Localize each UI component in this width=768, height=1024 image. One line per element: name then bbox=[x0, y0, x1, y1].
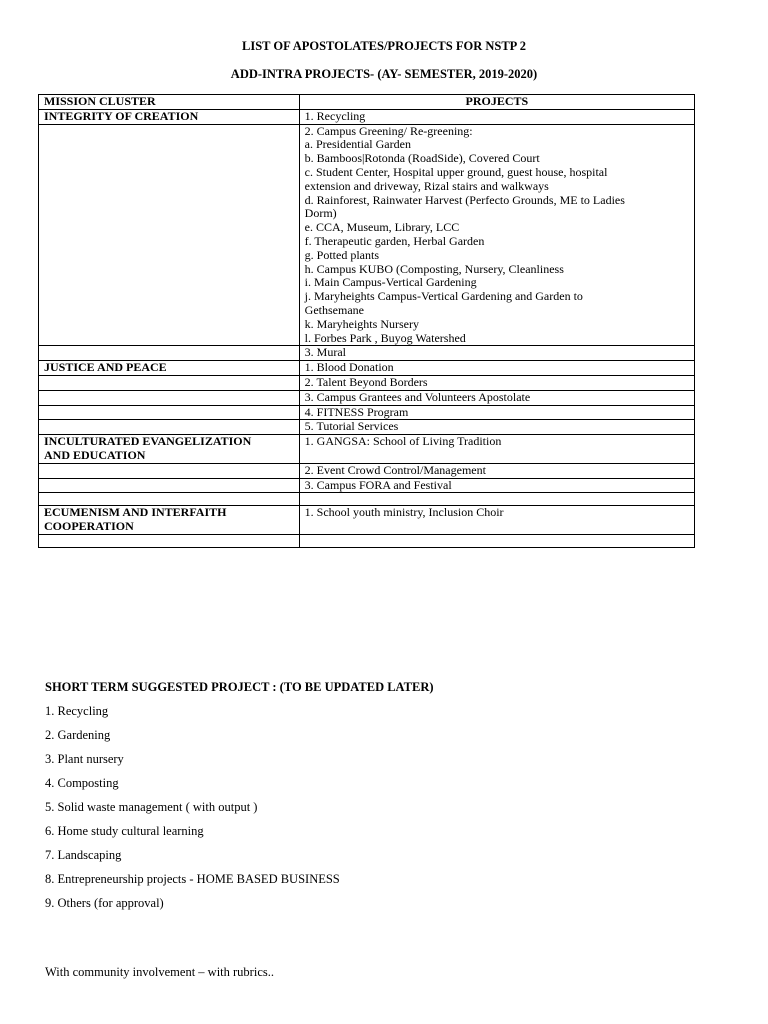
table-row bbox=[39, 534, 695, 547]
projects-cell bbox=[299, 534, 694, 547]
table-row bbox=[39, 420, 695, 435]
short-term-item: 1. Recycling bbox=[45, 704, 109, 718]
project-item: h. Campus KUBO (Composting, Nursery, Cleanliness bbox=[304, 261, 564, 276]
projects-cell bbox=[299, 493, 694, 506]
header-mission-cluster: MISSION CLUSTER bbox=[39, 95, 300, 110]
mission-cluster-cell bbox=[39, 534, 300, 547]
projects-cell bbox=[299, 124, 694, 346]
project-item: 3. Mural bbox=[304, 345, 346, 360]
project-item: Dorm) bbox=[304, 206, 337, 221]
mission-cluster-cell bbox=[39, 405, 300, 420]
project-item: 1. Blood Donation bbox=[304, 360, 394, 375]
projects-table-body bbox=[39, 95, 695, 548]
project-item: 2. Event Crowd Control/Management bbox=[304, 462, 486, 477]
projects-cell bbox=[299, 405, 694, 420]
projects-cell bbox=[299, 346, 694, 361]
mission-cluster-text: ECUMENISM AND INTERFAITH bbox=[44, 505, 227, 520]
projects-cell bbox=[299, 420, 694, 435]
table-row bbox=[39, 361, 695, 376]
table-row bbox=[39, 390, 695, 405]
table-header-row bbox=[39, 95, 695, 110]
short-term-item: 2. Gardening bbox=[45, 728, 111, 742]
table-row bbox=[39, 405, 695, 420]
project-item: 1. Recycling bbox=[304, 108, 366, 123]
project-item: c. Student Center, Hospital upper ground, guest house, hospital bbox=[304, 164, 608, 179]
project-item: f. Therapeutic garden, Herbal Garden bbox=[304, 233, 485, 248]
projects-table bbox=[38, 94, 695, 548]
projects-cell bbox=[299, 390, 694, 405]
table-row bbox=[39, 435, 695, 464]
table-row bbox=[39, 493, 695, 506]
projects-cell bbox=[299, 375, 694, 390]
mission-cluster-cell bbox=[39, 375, 300, 390]
document-subtitle: ADD-INTRA PROJECTS- (AY- SEMESTER, 2019-2020) bbox=[230, 67, 538, 81]
short-term-item: 5. Solid waste management ( with output ) bbox=[45, 800, 258, 814]
short-term-item: 9. Others (for approval) bbox=[45, 896, 164, 910]
document-title: LIST OF APOSTOLATES/PROJECTS FOR NSTP 2 bbox=[242, 39, 526, 53]
short-term-title: SHORT TERM SUGGESTED PROJECT : (TO BE UPDATED LATER) bbox=[45, 680, 434, 694]
projects-cell bbox=[299, 463, 694, 478]
project-item: j. Maryheights Campus-Vertical Gardening and Garden to bbox=[304, 289, 583, 304]
header-projects: PROJECTS bbox=[299, 95, 694, 110]
short-term-item: 7. Landscaping bbox=[45, 848, 122, 862]
short-term-item: 4. Composting bbox=[45, 776, 119, 790]
mission-cluster-cell bbox=[39, 478, 300, 493]
short-term-item: 3. Plant nursery bbox=[45, 752, 124, 766]
mission-cluster-cell bbox=[39, 390, 300, 405]
mission-cluster-cell bbox=[39, 506, 300, 535]
project-item: a. Presidential Garden bbox=[304, 137, 411, 152]
mission-cluster-cell bbox=[39, 463, 300, 478]
projects-cell bbox=[299, 109, 694, 124]
mission-cluster-text: INCULTURATED EVANGELIZATION bbox=[44, 434, 252, 449]
mission-cluster-cell bbox=[39, 435, 300, 464]
mission-cluster-text: INTEGRITY OF CREATION bbox=[44, 108, 199, 123]
project-item: g. Potted plants bbox=[304, 247, 379, 262]
mission-cluster-cell bbox=[39, 124, 300, 346]
table-row bbox=[39, 506, 695, 535]
table-row bbox=[39, 375, 695, 390]
project-item: b. Bamboos|Rotonda (RoadSide), Covered Court bbox=[304, 151, 540, 166]
project-item: 1. School youth ministry, Inclusion Choir bbox=[304, 505, 504, 520]
project-item: 1. GANGSA: School of Living Tradition bbox=[304, 434, 502, 449]
project-item: 3. Campus Grantees and Volunteers Apostolate bbox=[304, 389, 531, 404]
projects-cell bbox=[299, 506, 694, 535]
project-item: l. Forbes Park , Buyog Watershed bbox=[304, 330, 466, 345]
short-term-item: 8. Entrepreneurship projects - HOME BASED BUSINESS bbox=[45, 872, 340, 886]
project-item: 2. Talent Beyond Borders bbox=[304, 374, 428, 389]
mission-cluster-text: COOPERATION bbox=[44, 519, 134, 534]
table-row bbox=[39, 124, 695, 346]
table-row bbox=[39, 478, 695, 493]
project-item: 4. FITNESS Program bbox=[304, 404, 409, 419]
project-item: 2. Campus Greening/ Re-greening: bbox=[304, 123, 473, 138]
table-row bbox=[39, 346, 695, 361]
projects-cell bbox=[299, 478, 694, 493]
mission-cluster-cell bbox=[39, 109, 300, 124]
mission-cluster-cell bbox=[39, 493, 300, 506]
projects-cell bbox=[299, 435, 694, 464]
table-row bbox=[39, 463, 695, 478]
table-row bbox=[39, 109, 695, 124]
mission-cluster-cell bbox=[39, 346, 300, 361]
short-term-list bbox=[45, 704, 340, 920]
project-item: i. Main Campus-Vertical Gardening bbox=[304, 275, 477, 290]
projects-cell bbox=[299, 361, 694, 376]
project-item: 3. Campus FORA and Festival bbox=[304, 477, 452, 492]
project-item: d. Rainforest, Rainwater Harvest (Perfecto Grounds, ME to Ladies bbox=[304, 192, 625, 207]
mission-cluster-text: JUSTICE AND PEACE bbox=[44, 360, 167, 375]
mission-cluster-cell bbox=[39, 361, 300, 376]
project-item: extension and driveway, Rizal stairs and walkways bbox=[304, 178, 549, 193]
project-item: e. CCA, Museum, Library, LCC bbox=[304, 220, 460, 235]
project-item: Gethsemane bbox=[304, 302, 364, 317]
mission-cluster-cell bbox=[39, 420, 300, 435]
footer-note: With community involvement – with rubrics.. bbox=[45, 965, 274, 979]
project-item: 5. Tutorial Services bbox=[304, 419, 399, 434]
mission-cluster-text: AND EDUCATION bbox=[44, 447, 146, 462]
project-item: k. Maryheights Nursery bbox=[304, 316, 419, 331]
short-term-item: 6. Home study cultural learning bbox=[45, 824, 204, 838]
